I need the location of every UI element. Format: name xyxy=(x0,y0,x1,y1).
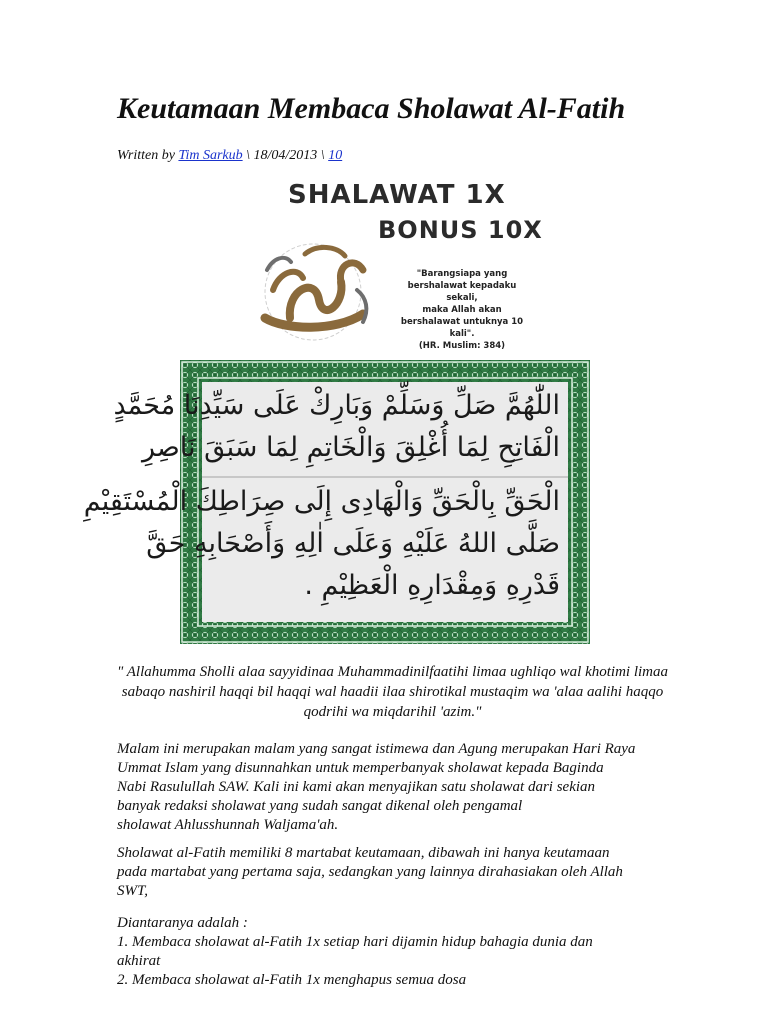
arabic-line: صَلَّى اللهُ عَلَيْهِ وَعَلَى اٰلِهِ وَأَصْحَابِهِ حَقَّ xyxy=(146,528,560,559)
hadith-line: "Barangsiapa yang xyxy=(416,269,508,279)
panel-divider xyxy=(202,476,568,478)
list-intro: Diantaranya adalah : xyxy=(117,915,248,931)
arabic-line: الْفَاتِحِ لِمَا أُغْلِقَ وَالْخَاتِمِ لِمَا سَبَقَ نَاصِرِ xyxy=(141,432,560,463)
text-line: Malam ini merupakan malam yang sangat istimewa dan Agung merupakan Hari Raya xyxy=(117,741,636,757)
byline-separator: \ xyxy=(317,148,329,163)
hadith-line: bershalawat untuknya 10 kali". xyxy=(400,317,524,339)
benefits-list xyxy=(117,914,677,990)
paragraph-martabat xyxy=(117,844,677,901)
arabic-line: اللّٰهُمَّ صَلِّ وَسَلِّمْ وَبَارِكْ عَلَى سَيِّدِنَا مُحَمَّدٍ xyxy=(113,390,560,421)
arabic-line: الْحَقِّ بِالْحَقِّ وَالْهَادِى إِلَى صِرَاطِكَ الْمُسْتَقِيْمِ xyxy=(83,486,560,517)
post-date: 18/04/2013 xyxy=(253,148,318,163)
text-line: banyak redaksi sholawat yang sudah sangat dikenal oleh pengamal xyxy=(117,798,523,814)
shalawat-promo-image xyxy=(240,172,543,357)
text-line: sholawat Ahlusshunnah Waljama'ah. xyxy=(117,817,339,833)
arabic-text-frame xyxy=(83,360,590,644)
list-item-continued: akhirat xyxy=(117,953,161,969)
hadith-line: bershalawat kepadaku sekali, xyxy=(407,281,517,303)
page-title: Keutamaan Membaca Sholawat Al-Fatih xyxy=(117,92,626,125)
author-link[interactable]: Tim Sarkub xyxy=(178,148,243,163)
promo-title-line1: SHALAWAT 1X xyxy=(288,180,506,210)
arabic-line: قَدْرِهِ وَمِقْدَارِهِ الْعَظِيْمِ . xyxy=(304,570,560,601)
list-item: 1. Membaca sholawat al-Fatih 1x setiap hari dijamin hidup bahagia dunia dan xyxy=(117,934,593,950)
muhammad-calligraphy-icon xyxy=(245,230,380,350)
arabic-text-panel xyxy=(83,382,568,622)
text-line: Sholawat al-Fatih memiliki 8 martabat keutamaan, dibawah ini hanya keutamaan xyxy=(117,845,610,861)
hadith-line: maka Allah akan xyxy=(422,305,502,315)
text-line: Nabi Rasulullah SAW. Kali ini kami akan menyajikan satu sholawat dari sekian xyxy=(117,779,596,795)
byline-prefix: Written by xyxy=(117,148,179,163)
transliteration-text: " Allahumma Sholli alaa sayyidinaa Muhammadinilfaatihi limaa ughliqo wal khotimi limaa sabaqo nashiril haqqi bil haqqi wal haadii ilaa shirotikal mustaqim wa 'alaa aalihi haqqo qodrihi wa miqdarihil 'azim." xyxy=(116,664,668,720)
byline xyxy=(117,148,342,164)
hadith-quote xyxy=(392,268,532,352)
byline-separator: \ xyxy=(242,148,254,163)
text-line: Ummat Islam yang disunnahkan untuk memperbanyak sholawat kepada Baginda xyxy=(117,760,604,776)
promo-title-line2: BONUS 10X xyxy=(378,216,543,244)
list-item: 2. Membaca sholawat al-Fatih 1x menghapus semua dosa xyxy=(117,972,467,988)
comments-link[interactable]: 10 xyxy=(328,148,343,163)
hadith-source: (HR. Muslim: 384) xyxy=(418,341,506,351)
paragraph-intro xyxy=(117,740,677,835)
text-line: pada martabat yang pertama saja, sedangkan yang lainnya dirahasiakan oleh Allah xyxy=(117,864,623,880)
text-line: SWT, xyxy=(117,883,148,899)
